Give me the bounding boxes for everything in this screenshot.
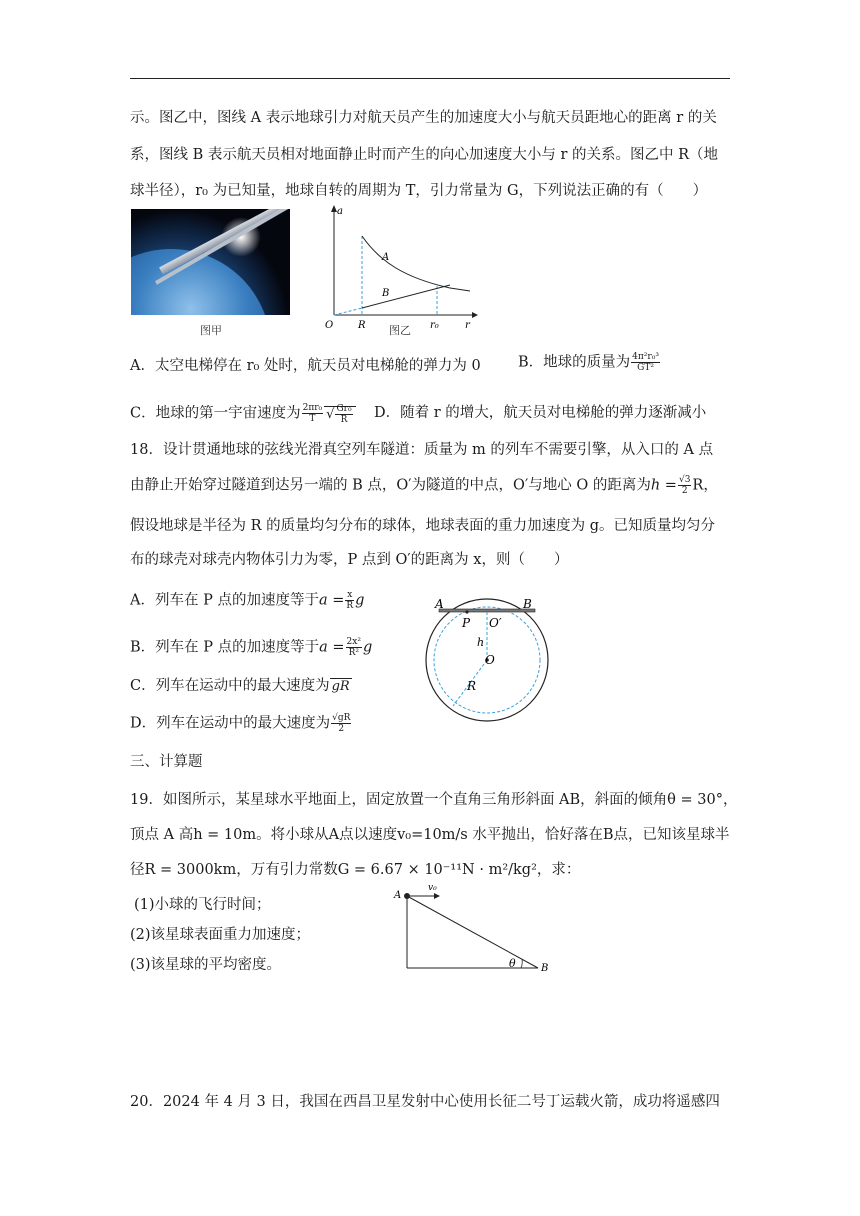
axis-a-label: a [337,206,343,217]
q17-intro-line-2: 系，图线 B 表示航天员相对地面静止时而产生的向心加速度大小与 r 的关系。图乙中 R（地 [130,147,719,163]
R-mark-label: R [358,320,366,331]
q18-line-4: 布的球壳对球壳内物体引力为零，P 点到 O′的距离为 x，则（ ） [130,552,569,568]
curve-A-label: A [382,252,390,263]
q17-option-C: C．地球的第一宇宙速度为 $\frac{\text{2πr₀}}{T}$ √ $\frac{\text{Gr₀}}{R}$ [130,403,356,425]
curve-A [362,236,450,288]
q20-line-1: 20．2024 年 4 月 3 日，我国在西昌卫星发射中心使用长征二号丁运载火箭，成功将遥感四 [130,1094,720,1110]
point-O1-label: O′ [489,616,502,630]
section-3-heading: 三、计算题 [130,754,203,770]
q18-line-2: 由静止开始穿过隧道到达另一端的 B 点，O′为隧道的中点，O′与地心 O 的距离为h = $\frac{√3}{2}$ R， [130,475,718,496]
header-rule [130,78,730,79]
q18-line-1: 18．设计贯通地球的弦线光滑真空列车隧道：质量为 m 的列车不需要引擎，从入口的 A 点 [130,442,714,458]
figure-caption-jia: 图甲 [200,324,222,337]
r0-mark-label: r₀ [430,320,439,331]
q18-option-C: C．列车在运动中的最大速度为 gR [130,678,350,694]
q19-line-3: 径R = 3000km，万有引力常数G = 6.67 × 10⁻¹¹N · m²/kg²，求： [130,862,581,878]
point-B-label: B [541,963,549,974]
line-B-label: B [382,288,390,299]
q18-line-3: 假设地球是半径为 R 的质量均匀分布的球体，地球表面的重力加速度为 g。已知质量均匀分 [130,518,716,534]
point-A-label: A [435,598,444,611]
point-P-label: P [462,616,471,630]
tunnel-diagram [425,598,565,728]
q18-option-D: D．列车在运动中的最大速度为 $\frac{√gR}{2}$ [130,713,351,734]
q18-option-B: B．列车在 P 点的加速度等于a = $\frac{\text{2x²}}{\text{R²}}$ g [130,637,373,658]
q17-option-D: D．随着 r 的增大，航天员对电梯舱的弹力逐渐减小 [374,405,707,421]
q19-line-2: 顶点 A 高h = 10m。将小球从A点以速度v₀=10m/s 水平抛出，恰好落在B点，已知该星球半 [130,827,730,843]
v0-label: v₀ [428,883,437,893]
q18-option-A: A．列车在 P 点的加速度等于a = $\frac{x}{R}$ g [130,590,365,611]
radius-R-label: R [467,679,477,693]
theta-label: θ [509,957,516,970]
acceleration-graph [320,200,480,340]
center-O-label: O [485,653,495,667]
origin-label: O [325,320,334,331]
q19-sub-2: (2)该星球表面重力加速度； [130,927,311,943]
q17-option-B: B．地球的质量为 $\frac{\text{4π²r₀³}}{\text{GT²}}$ [518,352,659,373]
q17-intro-line-3: 球半径），r₀ 为已知量，地球自转的周期为 T，引力常量为 G，下列说法正确的有（ ） [130,183,708,199]
point-A-label: A [394,890,402,901]
axis-r-label: r [465,320,470,331]
q17-intro-line-1: 示。图乙中，图线 A 表示地球引力对航天员产生的加速度大小与航天员距地心的距离 r 的关 [130,110,717,126]
point-B-label: B [523,598,532,611]
figure-caption-yi: 图乙 [389,324,411,337]
q19-sub-1: (1)小球的飞行时间； [134,897,271,913]
space-elevator-photo [131,209,290,315]
q17-option-A: A．太空电梯停在 r₀ 处时，航天员对电梯舱的弹力为 0 [130,358,481,374]
incline-diagram [390,880,560,975]
q19-line-1: 19．如图所示，某星球水平地面上，固定放置一个直角三角形斜面 AB，斜面的倾角θ = 30°， [130,792,738,808]
h-label: h [477,636,485,649]
q19-sub-3: (3)该星球的平均密度。 [130,957,282,973]
